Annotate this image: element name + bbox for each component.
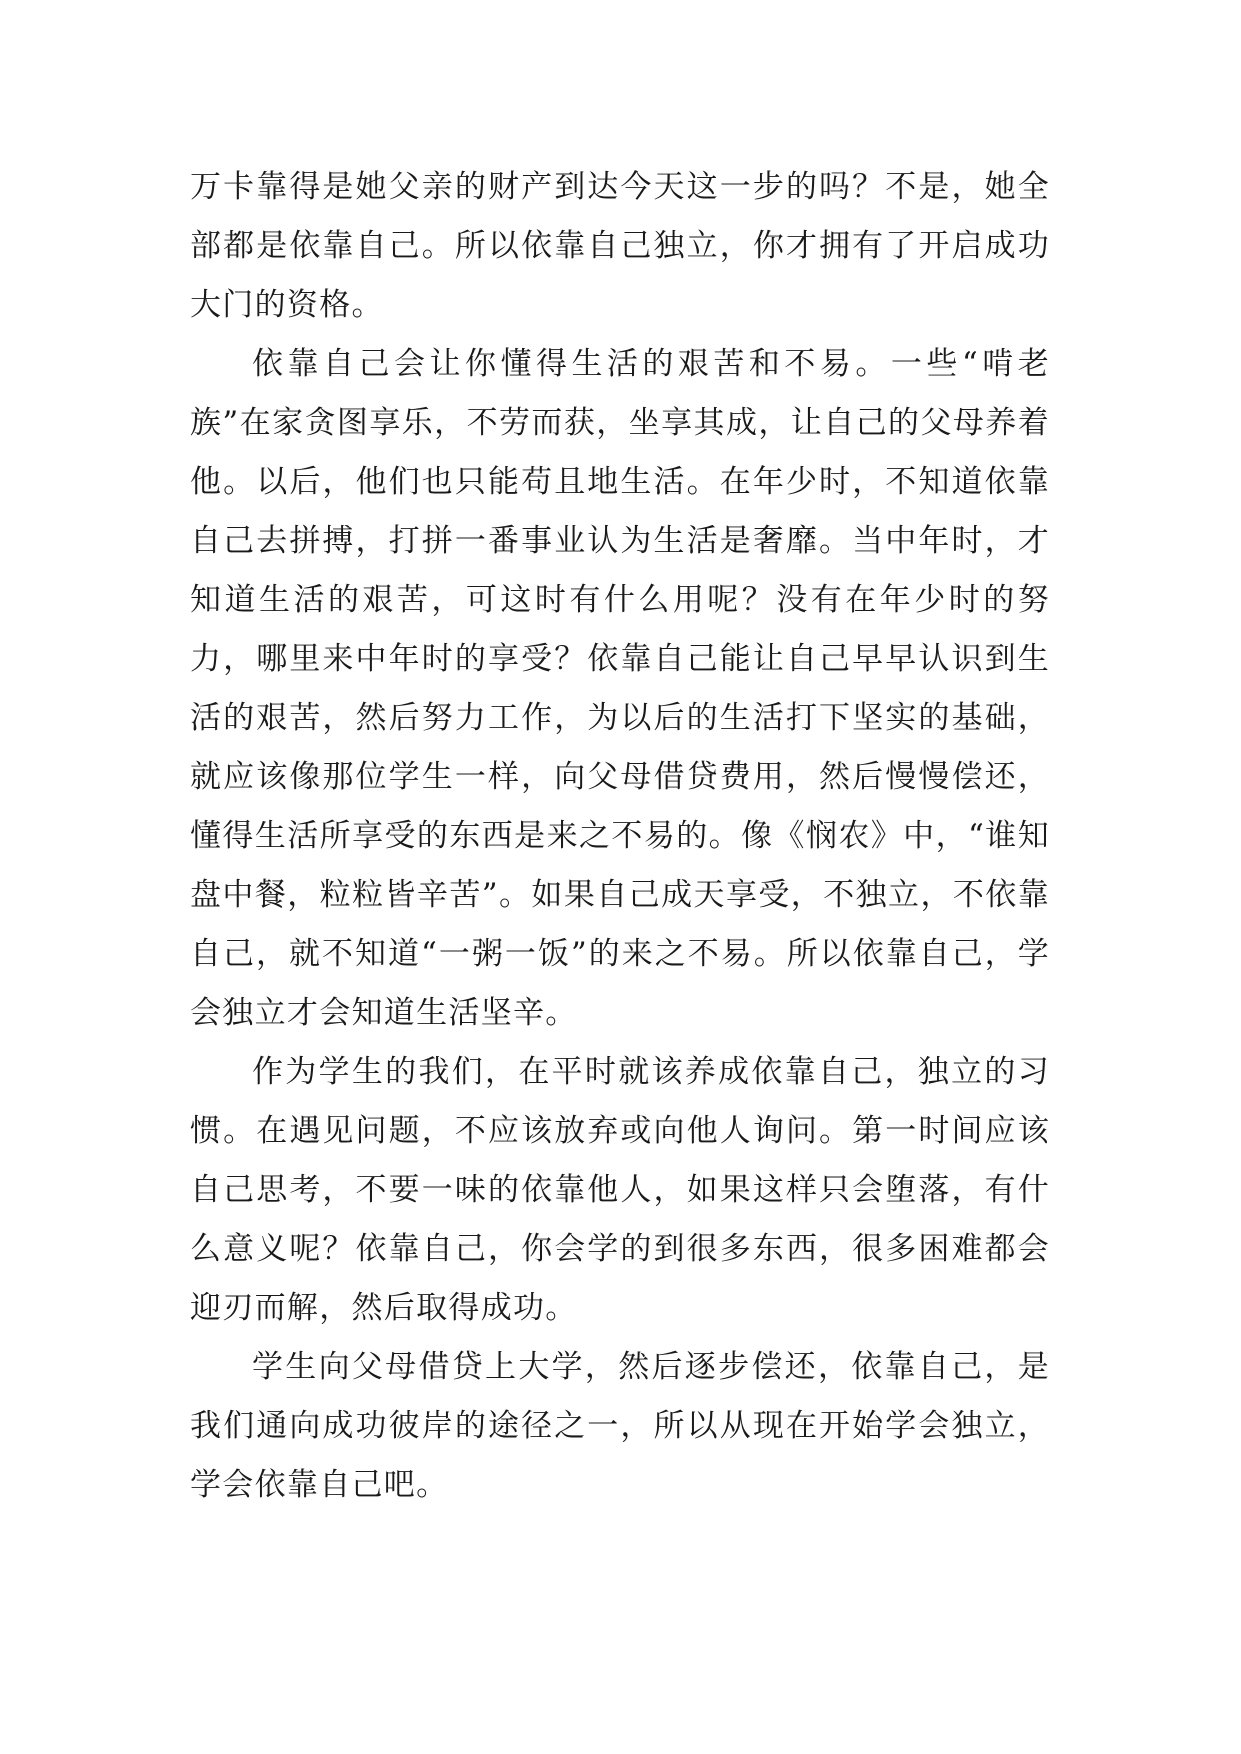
paragraph-2: 依靠自己会让你懂得生活的艰苦和不易。一些“啃老族”在家贪图享乐，不劳而获，坐享其成，让自己的父母养着他。以后，他们也只能苟且地生活。在年少时，不知道依靠自己去拼搏，打拼一番事业认为生活是奢靡。当中年时，才知道生活的艰苦，可这时有什么用呢？没有在年少时的努力，哪里来中年时的享受？依靠自己能让自己早早认识到生活的艰苦，然后努力工作，为以后的生活打下坚实的基础，就应该像那位学生一样，向父母借贷费用，然后慢慢偿还，懂得生活所享受的东西是来之不易的。像《悯农》中，“谁知盘中餐，粒粒皆辛苦”。如果自己成天享受，不独立，不依靠自己，就不知道“一粥一饭”的来之不易。所以依靠自己，学会独立才会知道生活坚辛。 <box>190 346 1050 1031</box>
paragraph-4: 学生向父母借贷上大学，然后逐步偿还，依靠自己，是我们通向成功彼岸的途径之一，所以从现在开始学会独立，学会依靠自己吧。 <box>190 1349 1050 1503</box>
paragraph-3: 作为学生的我们，在平时就该养成依靠自己，独立的习惯。在遇见问题，不应该放弃或向他人询问。第一时间应该自己思考，不要一味的依靠他人，如果这样只会堕落，有什么意义呢？依靠自己，你会学的到很多东西，很多困难都会迎刃而解，然后取得成功。 <box>190 1054 1050 1326</box>
document-body <box>190 158 1050 1515</box>
paragraph-1: 万卡靠得是她父亲的财产到达今天这一步的吗？不是，她全部都是依靠自己。所以依靠自己独立，你才拥有了开启成功大门的资格。 <box>190 169 1050 323</box>
